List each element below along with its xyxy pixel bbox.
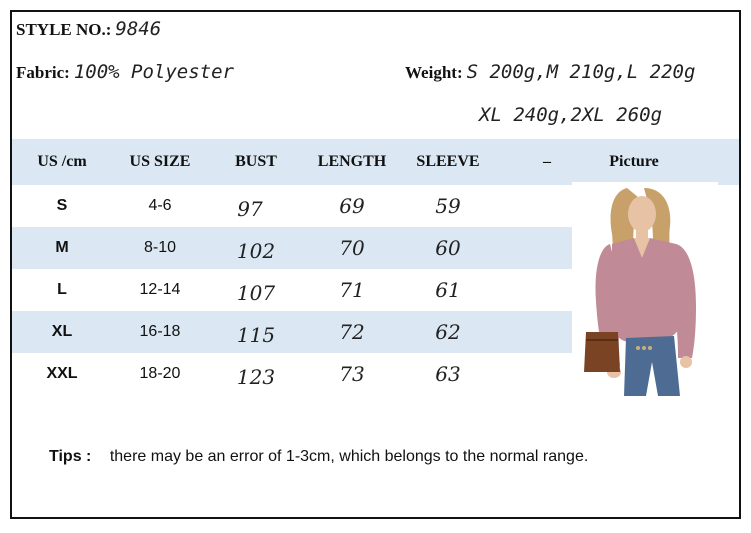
cell-length: 73 bbox=[339, 362, 365, 386]
model-photo-icon bbox=[572, 182, 718, 396]
header-sleeve: SLEEVE bbox=[416, 153, 480, 170]
cell-bust: 102 bbox=[236, 239, 276, 263]
cell-length: 70 bbox=[339, 236, 365, 260]
cell-length: 72 bbox=[339, 320, 365, 344]
size-chart-frame bbox=[10, 10, 741, 519]
cell-bust: 97 bbox=[237, 197, 263, 221]
weight-row-2 bbox=[479, 104, 662, 126]
cell-sleeve: 59 bbox=[435, 194, 461, 218]
header-length: LENGTH bbox=[317, 153, 387, 170]
style-number-label: STYLE NO.: bbox=[16, 20, 112, 39]
cell-size: M bbox=[55, 239, 69, 256]
cell-size: XXL bbox=[46, 365, 78, 382]
tips-label: Tips : bbox=[49, 448, 92, 465]
tips-note bbox=[49, 448, 588, 466]
fabric-value: 100% Polyester bbox=[73, 61, 234, 83]
header-dash: – bbox=[543, 153, 551, 170]
header-us-size: US SIZE bbox=[129, 153, 191, 170]
cell-us-size: 4-6 bbox=[148, 197, 172, 214]
weight-label: Weight: bbox=[405, 63, 463, 82]
cell-us-size: 8-10 bbox=[143, 239, 177, 256]
cell-us-size: 16-18 bbox=[139, 323, 181, 340]
weight-row bbox=[405, 61, 695, 83]
cell-sleeve: 62 bbox=[435, 320, 461, 344]
weight-line-1: S 200g,M 210g,L 220g bbox=[466, 61, 696, 83]
cell-us-size: 18-20 bbox=[139, 365, 181, 382]
cell-us-size: 12-14 bbox=[139, 281, 181, 298]
cell-sleeve: 63 bbox=[435, 362, 461, 386]
cell-sleeve: 61 bbox=[435, 278, 461, 302]
header-picture: Picture bbox=[609, 153, 659, 170]
cell-bust: 107 bbox=[236, 281, 276, 305]
cell-bust: 115 bbox=[236, 323, 276, 347]
cell-bust: 123 bbox=[236, 365, 276, 389]
cell-size: S bbox=[56, 197, 68, 214]
header-bust: BUST bbox=[235, 153, 277, 170]
style-number-row bbox=[16, 18, 161, 40]
cell-size: L bbox=[57, 281, 67, 298]
fabric-row bbox=[16, 61, 234, 83]
cell-size: XL bbox=[51, 323, 73, 340]
weight-line-2: XL 240g,2XL 260g bbox=[479, 104, 663, 126]
cell-sleeve: 60 bbox=[435, 236, 461, 260]
cell-length: 69 bbox=[339, 194, 365, 218]
header-us-cm: US /cm bbox=[37, 153, 87, 170]
tips-text: there may be an error of 1-3cm, which belongs to the normal range. bbox=[109, 448, 589, 465]
fabric-label: Fabric: bbox=[16, 63, 70, 82]
style-number-value: 9846 bbox=[115, 18, 162, 40]
cell-length: 71 bbox=[339, 278, 365, 302]
